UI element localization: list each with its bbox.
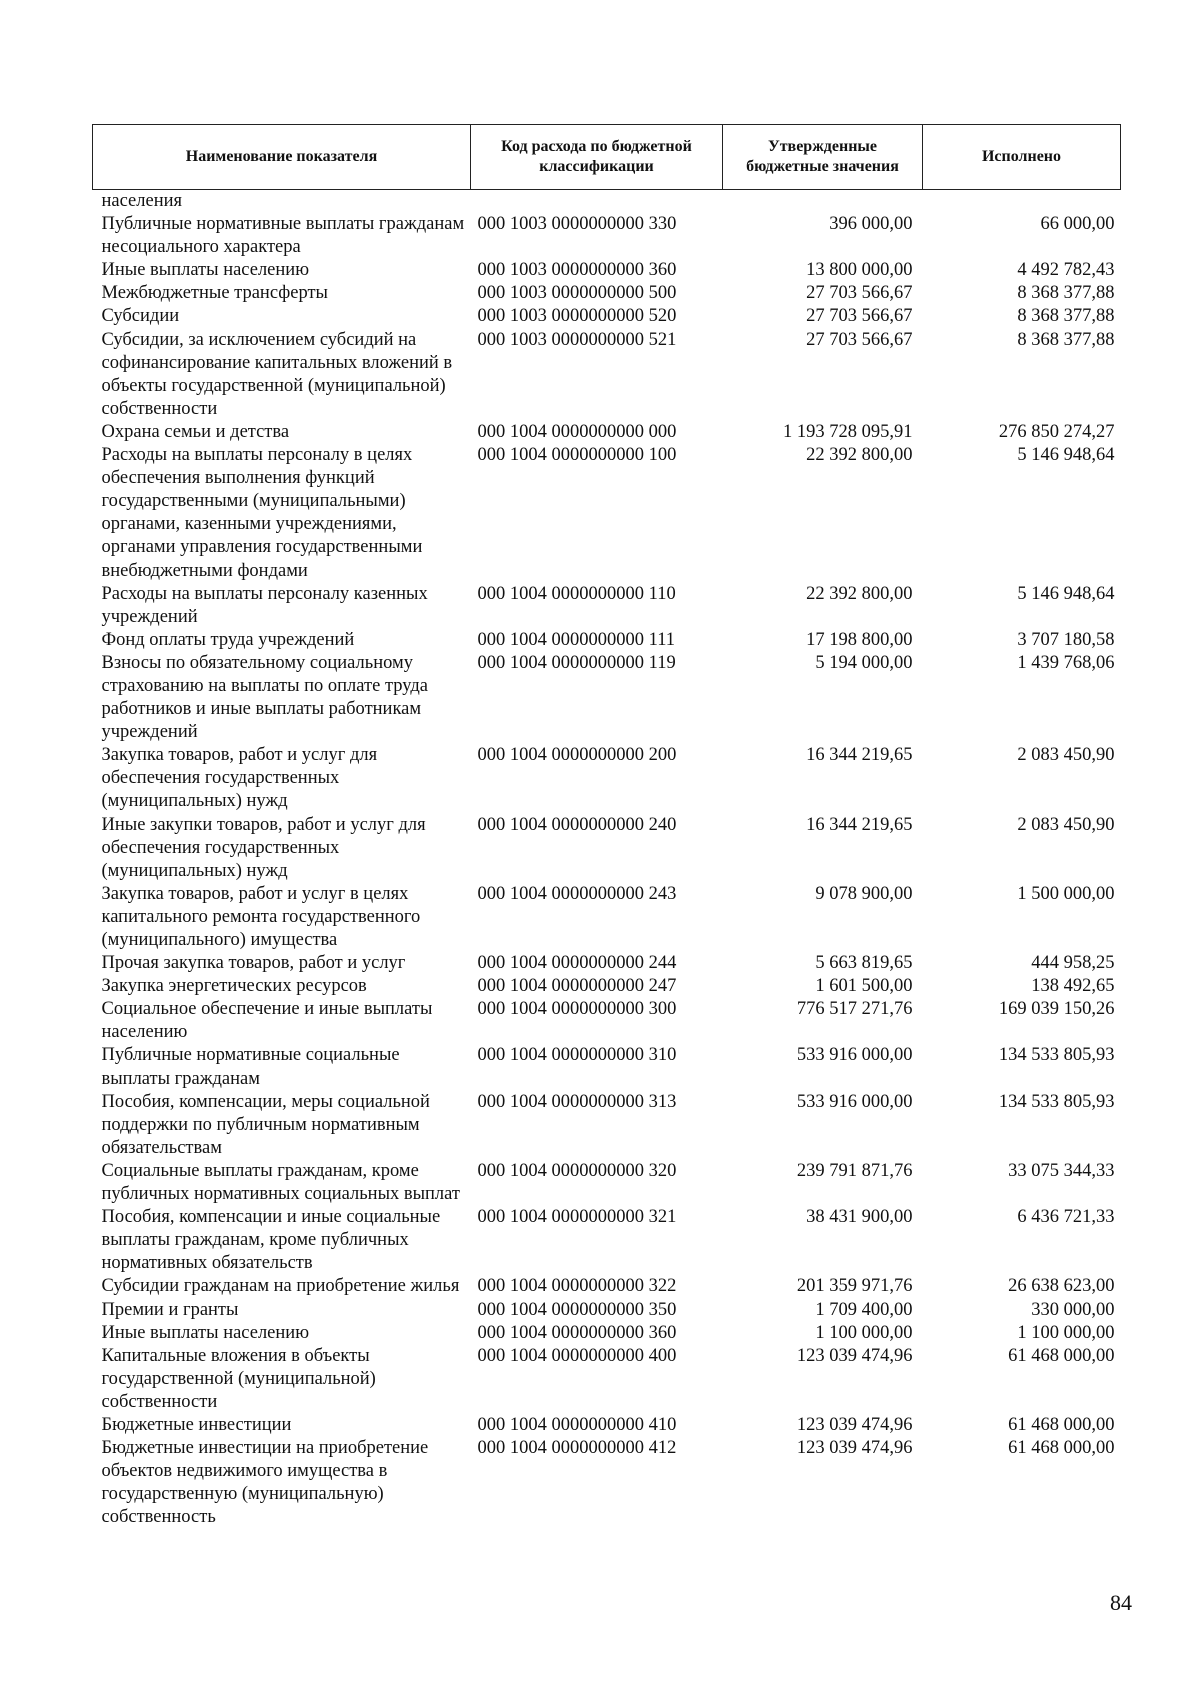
row-approved: 27 703 566,67: [806, 306, 913, 327]
table-row: [93, 421, 1121, 444]
table-row: [93, 259, 1121, 282]
row-code: [471, 190, 723, 214]
row-code: 000 1004 0000000000 247: [477, 976, 677, 997]
row-approved: 201 359 971,76: [796, 1276, 913, 1297]
row-executed: 3 707 180,58: [1017, 629, 1115, 650]
row-name: Публичные нормативные выплаты гражданам несоциального характера: [101, 214, 465, 258]
table-row: [93, 1414, 1121, 1437]
table-row: [93, 814, 1121, 883]
row-executed: 1 100 000,00: [1017, 1322, 1115, 1343]
row-code: 000 1004 0000000000 321: [477, 1207, 677, 1228]
page-number: 84: [1110, 1590, 1132, 1615]
row-name: Иные закупки товаров, работ и услуг для обеспечения государственных (муниципальных) нужд: [101, 814, 426, 881]
row-executed: 134 533 805,93: [998, 1091, 1115, 1112]
row-name: Социальные выплаты гражданам, кроме публичных нормативных социальных выплат: [101, 1160, 460, 1205]
table-row: [93, 629, 1121, 652]
row-approved: 17 198 800,00: [806, 629, 913, 650]
row-executed: 1 500 000,00: [1017, 883, 1115, 904]
row-executed: 1 439 768,06: [1017, 652, 1115, 673]
row-code: 000 1003 0000000000 360: [477, 260, 677, 281]
table-row: [93, 1160, 1121, 1206]
row-approved: [723, 190, 923, 214]
row-approved: 5 194 000,00: [815, 652, 913, 673]
row-approved: 16 344 219,65: [806, 814, 913, 835]
row-name: Премии и гранты: [101, 1299, 239, 1320]
table-body: [93, 190, 1121, 1530]
row-name: Межбюджетные трансферты: [101, 283, 328, 304]
row-code: 000 1004 0000000000 320: [477, 1160, 677, 1181]
row-name: Субсидии гражданам на приобретение жилья: [101, 1276, 460, 1297]
row-approved: 123 039 474,96: [796, 1438, 913, 1459]
row-executed: 276 850 274,27: [998, 421, 1115, 442]
table-row: [93, 744, 1121, 813]
row-approved: 38 431 900,00: [806, 1207, 913, 1228]
row-name: Субсидии: [101, 306, 180, 327]
row-code: 000 1004 0000000000 200: [477, 745, 677, 766]
header-approved: Утвержденные бюджетные значения: [723, 125, 923, 190]
row-name: Бюджетные инвестиции на приобретение объектов недвижимого имущества в государственную (муниципальную) собственность: [101, 1438, 429, 1528]
row-name: Фонд оплаты труда учреждений: [101, 629, 355, 650]
row-approved: 123 039 474,96: [796, 1414, 913, 1435]
row-approved: 16 344 219,65: [806, 745, 913, 766]
row-name: Капитальные вложения в объекты государственной (муниципальной) собственности: [101, 1345, 376, 1412]
row-executed: 8 368 377,88: [1017, 306, 1115, 327]
table-row: [93, 329, 1121, 421]
row-executed: 5 146 948,64: [1017, 445, 1115, 466]
row-code: 000 1003 0000000000 500: [477, 283, 677, 304]
row-name: Взносы по обязательному социальному страхованию на выплаты по оплате труда работников и иные выплаты работникам учреждений: [101, 652, 428, 743]
row-approved: 1 601 500,00: [815, 976, 913, 997]
table-row: [93, 1299, 1121, 1322]
row-name: Пособия, компенсации и иные социальные выплаты гражданам, кроме публичных нормативных обязательств: [101, 1207, 441, 1274]
row-code: 000 1004 0000000000 244: [477, 953, 677, 974]
row-code: 000 1004 0000000000 243: [477, 883, 677, 904]
table-row: [93, 883, 1121, 952]
table-row: [93, 998, 1121, 1044]
table-row: [93, 1437, 1121, 1529]
row-approved: 1 193 728 095,91: [783, 421, 913, 442]
row-approved: 533 916 000,00: [796, 1045, 913, 1066]
table-row: [93, 190, 1121, 214]
row-name: Закупка энергетических ресурсов: [101, 976, 367, 997]
row-code: 000 1004 0000000000 400: [477, 1345, 677, 1366]
row-code: 000 1004 0000000000 100: [477, 445, 677, 466]
row-executed: 66 000,00: [1040, 214, 1115, 235]
table-row: [93, 1322, 1121, 1345]
row-name: Расходы на выплаты персоналу в целях обеспечения выполнения функций государственными (муниципальными) органами, казенными учреждениями, органами управления государственными внебюджетными фондами: [101, 445, 423, 581]
row-name: Пособия, компенсации, меры социальной поддержки по публичным нормативным обязательствам: [101, 1091, 430, 1158]
row-code: 000 1004 0000000000 410: [477, 1414, 677, 1435]
row-approved: 123 039 474,96: [796, 1345, 913, 1366]
row-approved: 5 663 819,65: [815, 953, 913, 974]
row-name: Публичные нормативные социальные выплаты гражданам: [101, 1045, 400, 1089]
table-row: [93, 952, 1121, 975]
row-executed: 134 533 805,93: [998, 1045, 1115, 1066]
row-executed: 330 000,00: [1031, 1299, 1115, 1320]
row-code: 000 1003 0000000000 521: [477, 329, 677, 350]
row-name: Субсидии, за исключением субсидий на софинансирование капитальных вложений в объекты государственной (муниципальной) собственности: [101, 329, 453, 419]
table-row: [93, 975, 1121, 998]
table-row: [93, 1044, 1121, 1090]
row-code: 000 1004 0000000000 310: [477, 1045, 677, 1066]
row-code: 000 1004 0000000000 111: [477, 629, 676, 650]
row-code: 000 1004 0000000000 300: [477, 999, 677, 1020]
header-executed: Исполнено: [923, 125, 1121, 190]
row-executed: 8 368 377,88: [1017, 283, 1115, 304]
row-name: Социальное обеспечение и иные выплаты населению: [101, 999, 433, 1043]
row-code: 000 1004 0000000000 000: [477, 421, 677, 442]
row-code: 000 1004 0000000000 313: [477, 1091, 677, 1112]
row-approved: 9 078 900,00: [815, 883, 913, 904]
row-name: Прочая закупка товаров, работ и услуг: [101, 953, 406, 974]
row-executed: 138 492,65: [1031, 976, 1115, 997]
row-executed: 169 039 150,26: [998, 999, 1115, 1020]
header-name: Наименование показателя: [93, 125, 471, 190]
header-row: [93, 125, 1121, 190]
row-name: Иные выплаты населению: [101, 1322, 310, 1343]
table-row: [93, 1275, 1121, 1298]
row-executed: 61 468 000,00: [1008, 1345, 1115, 1366]
row-executed: 444 958,25: [1031, 953, 1115, 974]
row-approved: 22 392 800,00: [806, 583, 913, 604]
row-approved: 396 000,00: [829, 214, 913, 235]
table-row: [93, 305, 1121, 328]
row-approved: 22 392 800,00: [806, 445, 913, 466]
row-code: 000 1003 0000000000 520: [477, 306, 677, 327]
row-code: 000 1004 0000000000 412: [477, 1438, 677, 1459]
row-executed: 6 436 721,33: [1017, 1207, 1115, 1228]
table-row: [93, 652, 1121, 744]
row-executed: 5 146 948,64: [1017, 583, 1115, 604]
row-code: 000 1004 0000000000 360: [477, 1322, 677, 1343]
table-header: [93, 125, 1121, 190]
table-row: [93, 444, 1121, 583]
row-code: 000 1004 0000000000 322: [477, 1276, 677, 1297]
row-executed: 61 468 000,00: [1008, 1414, 1115, 1435]
row-approved: 27 703 566,67: [806, 283, 913, 304]
row-name: Расходы на выплаты персоналу казенных учреждений: [101, 583, 428, 627]
row-name: Закупка товаров, работ и услуг в целях капитального ремонта государственного (муниципального) имущества: [101, 883, 421, 950]
row-executed: 8 368 377,88: [1017, 329, 1115, 350]
row-approved: 1 709 400,00: [815, 1299, 913, 1320]
row-executed: 2 083 450,90: [1017, 814, 1115, 835]
table-row: [93, 213, 1121, 259]
row-approved: 27 703 566,67: [806, 329, 913, 350]
budget-execution-table: [92, 124, 1121, 1529]
row-code: 000 1003 0000000000 330: [477, 214, 677, 235]
row-name: населения: [101, 191, 183, 211]
row-executed: 2 083 450,90: [1017, 745, 1115, 766]
row-executed: 33 075 344,33: [1008, 1160, 1115, 1181]
row-code: 000 1004 0000000000 350: [477, 1299, 677, 1320]
row-name: Иные выплаты населению: [101, 260, 310, 281]
row-approved: 13 800 000,00: [806, 260, 913, 281]
row-name: Закупка товаров, работ и услуг для обеспечения государственных (муниципальных) нужд: [101, 745, 378, 812]
row-executed: 4 492 782,43: [1017, 260, 1115, 281]
row-executed: [923, 190, 1121, 214]
row-approved: 239 791 871,76: [796, 1160, 913, 1181]
row-approved: 1 100 000,00: [815, 1322, 913, 1343]
row-name: Охрана семьи и детства: [101, 421, 290, 442]
row-executed: 26 638 623,00: [1008, 1276, 1115, 1297]
row-code: 000 1004 0000000000 240: [477, 814, 677, 835]
table-row: [93, 282, 1121, 305]
row-name: Бюджетные инвестиции: [101, 1414, 292, 1435]
table-row: [93, 1091, 1121, 1160]
table-row: [93, 1345, 1121, 1414]
row-code: 000 1004 0000000000 119: [477, 652, 676, 673]
row-executed: 61 468 000,00: [1008, 1438, 1115, 1459]
table-row: [93, 583, 1121, 629]
header-code: Код расхода по бюджетной классификации: [471, 125, 723, 190]
row-approved: 776 517 271,76: [796, 999, 913, 1020]
row-approved: 533 916 000,00: [796, 1091, 913, 1112]
row-code: 000 1004 0000000000 110: [477, 583, 676, 604]
table-row: [93, 1206, 1121, 1275]
